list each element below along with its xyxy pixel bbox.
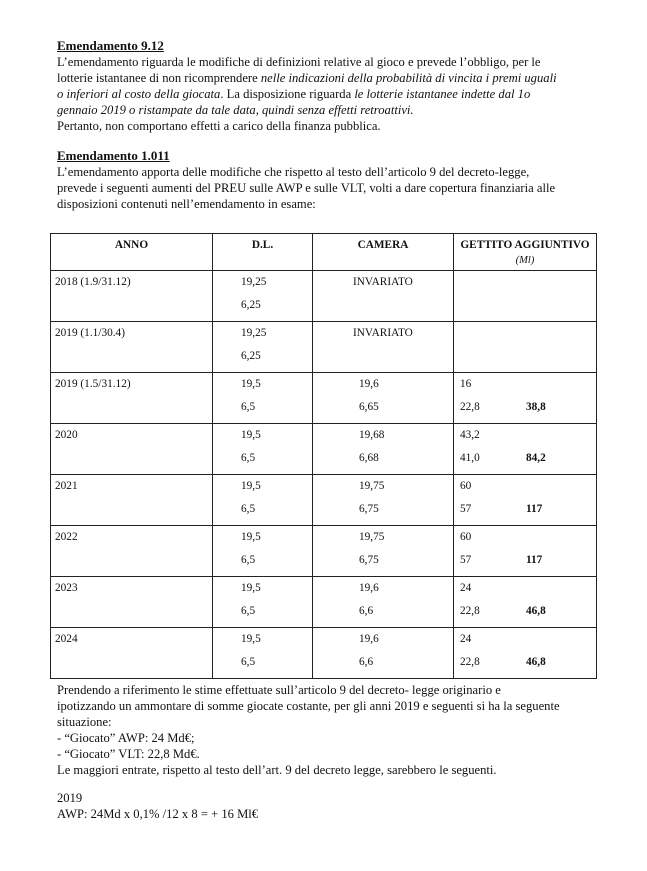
para-text: lotterie istantanee di non ricomprendere: [57, 71, 261, 85]
cell-dl: [213, 526, 313, 577]
gettito-vlt: 22,8: [460, 605, 480, 617]
dl-awp: 19,5: [241, 531, 261, 543]
cell-camera: [313, 424, 454, 475]
cell-gettito: [454, 271, 597, 322]
camera-vlt: 6,6: [359, 656, 374, 668]
camera-awp: 19,6: [359, 633, 379, 645]
cell-camera: [313, 271, 454, 322]
gettito-awp: 16: [460, 378, 472, 390]
cell-anno: 2020: [51, 424, 213, 475]
header-gettito-unit: (Ml): [515, 255, 535, 266]
section-stime: [57, 682, 602, 778]
cell-anno: 2023: [51, 577, 213, 628]
cell-anno: 2021: [51, 475, 213, 526]
dl-vlt: 6,5: [241, 605, 256, 617]
gettito-vlt: 57: [460, 554, 472, 566]
table-row: [51, 271, 597, 322]
camera-invariato: INVARIATO: [353, 327, 413, 339]
camera-vlt: 6,65: [359, 401, 379, 413]
dl-vlt: 6,25: [241, 350, 261, 362]
gettito-totale: 46,8: [526, 605, 546, 617]
dl-vlt: 6,5: [241, 401, 256, 413]
para-italic: nelle indicazioni della probabilità di vincita i premi uguali: [260, 71, 557, 85]
paragraph-stime: [57, 682, 602, 778]
camera-awp: 19,6: [359, 378, 379, 390]
table-row: [51, 475, 597, 526]
dl-awp: 19,5: [241, 480, 261, 492]
camera-invariato: INVARIATO: [353, 276, 413, 288]
gettito-vlt: 41,0: [460, 452, 480, 464]
para-line: L’emendamento riguarda le modifiche di definizioni relative al gioco e prevede l’obbligo, per le: [57, 55, 541, 69]
cell-anno: 2024: [51, 628, 213, 679]
header-gettito: [454, 234, 597, 271]
header-camera: CAMERA: [313, 234, 454, 271]
cell-camera: [313, 577, 454, 628]
cell-gettito: [454, 475, 597, 526]
para-italic: o inferiori al costo della giocata: [57, 87, 221, 101]
gettito-totale: 46,8: [526, 656, 546, 668]
dl-awp: 19,5: [241, 633, 261, 645]
camera-awp: 19,6: [359, 582, 379, 594]
cell-dl: [213, 475, 313, 526]
para-italic: le lotterie istantanee indette dal 1o: [354, 87, 531, 101]
cell-dl: [213, 322, 313, 373]
cell-camera: [313, 526, 454, 577]
cell-dl: [213, 271, 313, 322]
section-calcolo-2019: [57, 790, 602, 822]
camera-vlt: 6,68: [359, 452, 379, 464]
para-line: L’emendamento apporta delle modifiche che rispetto al testo dell’articolo 9 del decreto-legge,: [57, 165, 530, 179]
paragraph-9-12: [57, 54, 602, 134]
calc-formula: AWP: 24Md x 0,1% /12 x 8 = + 16 Ml€: [57, 807, 259, 821]
gettito-totale: 117: [526, 503, 543, 515]
camera-vlt: 6,75: [359, 503, 379, 515]
gettito-vlt: 22,8: [460, 401, 480, 413]
camera-awp: 19,75: [359, 480, 385, 492]
gettito-awp: 24: [460, 582, 472, 594]
cell-gettito: [454, 373, 597, 424]
cell-dl: [213, 577, 313, 628]
para-line: Le maggiori entrate, rispetto al testo dell’art. 9 del decreto legge, sarebbero le seguenti.: [57, 763, 497, 777]
preu-table: [50, 233, 597, 679]
camera-vlt: 6,6: [359, 605, 374, 617]
cell-gettito: [454, 322, 597, 373]
camera-vlt: 6,75: [359, 554, 379, 566]
cell-camera: [313, 322, 454, 373]
cell-dl: [213, 628, 313, 679]
table-row: [51, 628, 597, 679]
header-dl: D.L.: [213, 234, 313, 271]
para-line: Prendendo a riferimento le stime effettuate sull’articolo 9 del decreto- legge originario e: [57, 683, 501, 697]
cell-gettito: [454, 526, 597, 577]
calc-year: 2019: [57, 791, 83, 805]
cell-dl: [213, 424, 313, 475]
dl-vlt: 6,5: [241, 656, 256, 668]
cell-gettito: [454, 424, 597, 475]
dl-vlt: 6,5: [241, 503, 256, 515]
dl-awp: 19,25: [241, 327, 267, 339]
header-gettito-label: GETTITO AGGIUNTIVO: [460, 239, 590, 251]
section-emendamento-9-12: [57, 38, 602, 134]
dl-awp: 19,5: [241, 429, 261, 441]
cell-anno: 2018 (1.9/31.12): [51, 271, 213, 322]
table-row: [51, 424, 597, 475]
heading-emendamento-9-12: Emendamento 9.12: [57, 38, 164, 53]
gettito-awp: 60: [460, 480, 472, 492]
para-text: . La disposizione riguarda: [220, 87, 355, 101]
para-line: disposizioni contenuti nell’emendamento in esame:: [57, 197, 316, 211]
gettito-vlt: 22,8: [460, 656, 480, 668]
para-line: ipotizzando un ammontare di somme giocate costante, per gli anni 2019 e seguenti si ha la seguente: [57, 699, 560, 713]
heading-emendamento-1-011: Emendamento 1.011: [57, 148, 170, 163]
para-italic: gennaio 2019 o ristampate da tale data, quindi senza effetti retroattivi.: [57, 103, 414, 117]
header-anno: ANNO: [51, 234, 213, 271]
gettito-totale: 117: [526, 554, 543, 566]
dl-vlt: 6,25: [241, 299, 261, 311]
table-row: [51, 526, 597, 577]
gettito-awp: 60: [460, 531, 472, 543]
cell-anno: 2019 (1.5/31.12): [51, 373, 213, 424]
camera-awp: 19,68: [359, 429, 385, 441]
cell-camera: [313, 475, 454, 526]
table-row: [51, 322, 597, 373]
cell-gettito: [454, 628, 597, 679]
cell-camera: [313, 628, 454, 679]
gettito-vlt: 57: [460, 503, 472, 515]
cell-camera: [313, 373, 454, 424]
dl-vlt: 6,5: [241, 452, 256, 464]
paragraph-1-011: [57, 164, 602, 212]
table-row: [51, 373, 597, 424]
cell-anno: 2022: [51, 526, 213, 577]
dl-awp: 19,25: [241, 276, 267, 288]
para-line: Pertanto, non comportano effetti a carico della finanza pubblica.: [57, 119, 381, 133]
para-line: prevede i seguenti aumenti del PREU sulle AWP e sulle VLT, volti a dare copertura finanziaria alle: [57, 181, 556, 195]
dl-awp: 19,5: [241, 378, 261, 390]
camera-awp: 19,75: [359, 531, 385, 543]
gettito-totale: 38,8: [526, 401, 546, 413]
dl-vlt: 6,5: [241, 554, 256, 566]
gettito-totale: 84,2: [526, 452, 546, 464]
table-header-row: [51, 234, 597, 271]
cell-gettito: [454, 577, 597, 628]
cell-dl: [213, 373, 313, 424]
gettito-awp: 24: [460, 633, 472, 645]
table-row: [51, 577, 597, 628]
cell-anno: 2019 (1.1/30.4): [51, 322, 213, 373]
gettito-awp: 43,2: [460, 429, 480, 441]
dl-awp: 19,5: [241, 582, 261, 594]
para-line: - “Giocato” VLT: 22,8 Md€.: [57, 747, 200, 761]
section-emendamento-1-011: [57, 148, 602, 212]
para-line: - “Giocato” AWP: 24 Md€;: [57, 731, 195, 745]
para-line: situazione:: [57, 715, 112, 729]
